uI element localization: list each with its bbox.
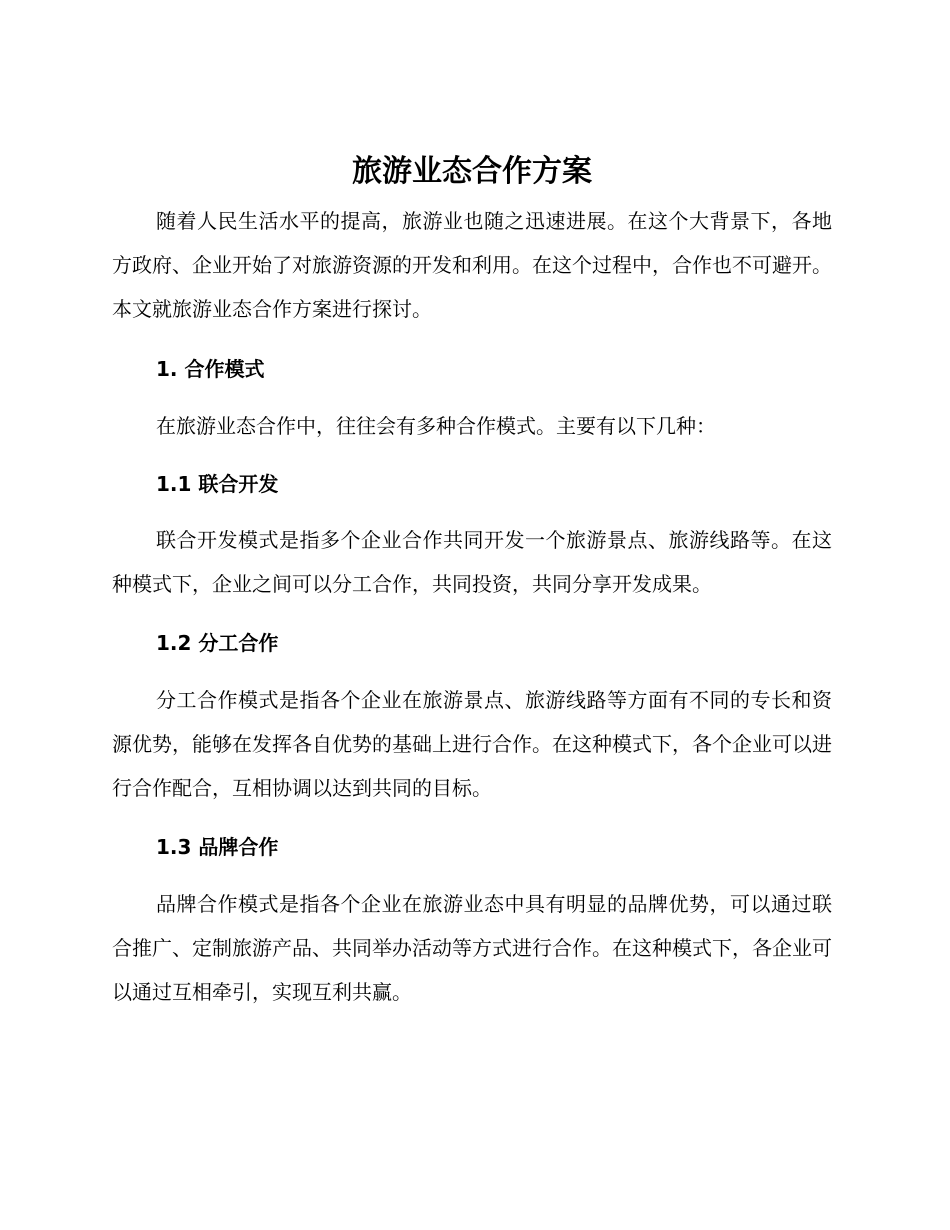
section-1-1-paragraph: 联合开发模式是指多个企业合作共同开发一个旅游景点、旅游线路等。在这种模式下，企业之间可以分工合作，共同投资，共同分享开发成果。 [112,528,832,596]
section-1-1-heading: 1.1 联合开发 [156,472,279,496]
intro-paragraph: 随着人民生活水平的提高，旅游业也随之迅速进展。在这个大背景下，各地方政府、企业开始了对旅游资源的开发和利用。在这个过程中，合作也不可避开。本文就旅游业态合作方案进行探讨。 [112,209,832,321]
document-title: 旅游业态合作方案 [352,154,592,189]
section-1-2-heading: 1.2 分工合作 [156,631,279,655]
section-1-2-paragraph: 分工合作模式是指各个企业在旅游景点、旅游线路等方面有不同的专长和资源优势，能够在发挥各自优势的基础上进行合作。在这种模式下，各个企业可以进行合作配合，互相协调以达到共同的目标。 [112,688,832,800]
section-1-3-heading: 1.3 品牌合作 [156,835,279,859]
section-1-heading: 1. 合作模式 [156,357,265,381]
section-1-3-paragraph: 品牌合作模式是指各个企业在旅游业态中具有明显的品牌优势，可以通过联合推广、定制旅游产品、共同举办活动等方式进行合作。在这种模式下，各企业可以通过互相牵引，实现互利共赢。 [112,892,832,1004]
section-1-paragraph: 在旅游业态合作中，往往会有多种合作模式。主要有以下几种： [156,414,716,438]
